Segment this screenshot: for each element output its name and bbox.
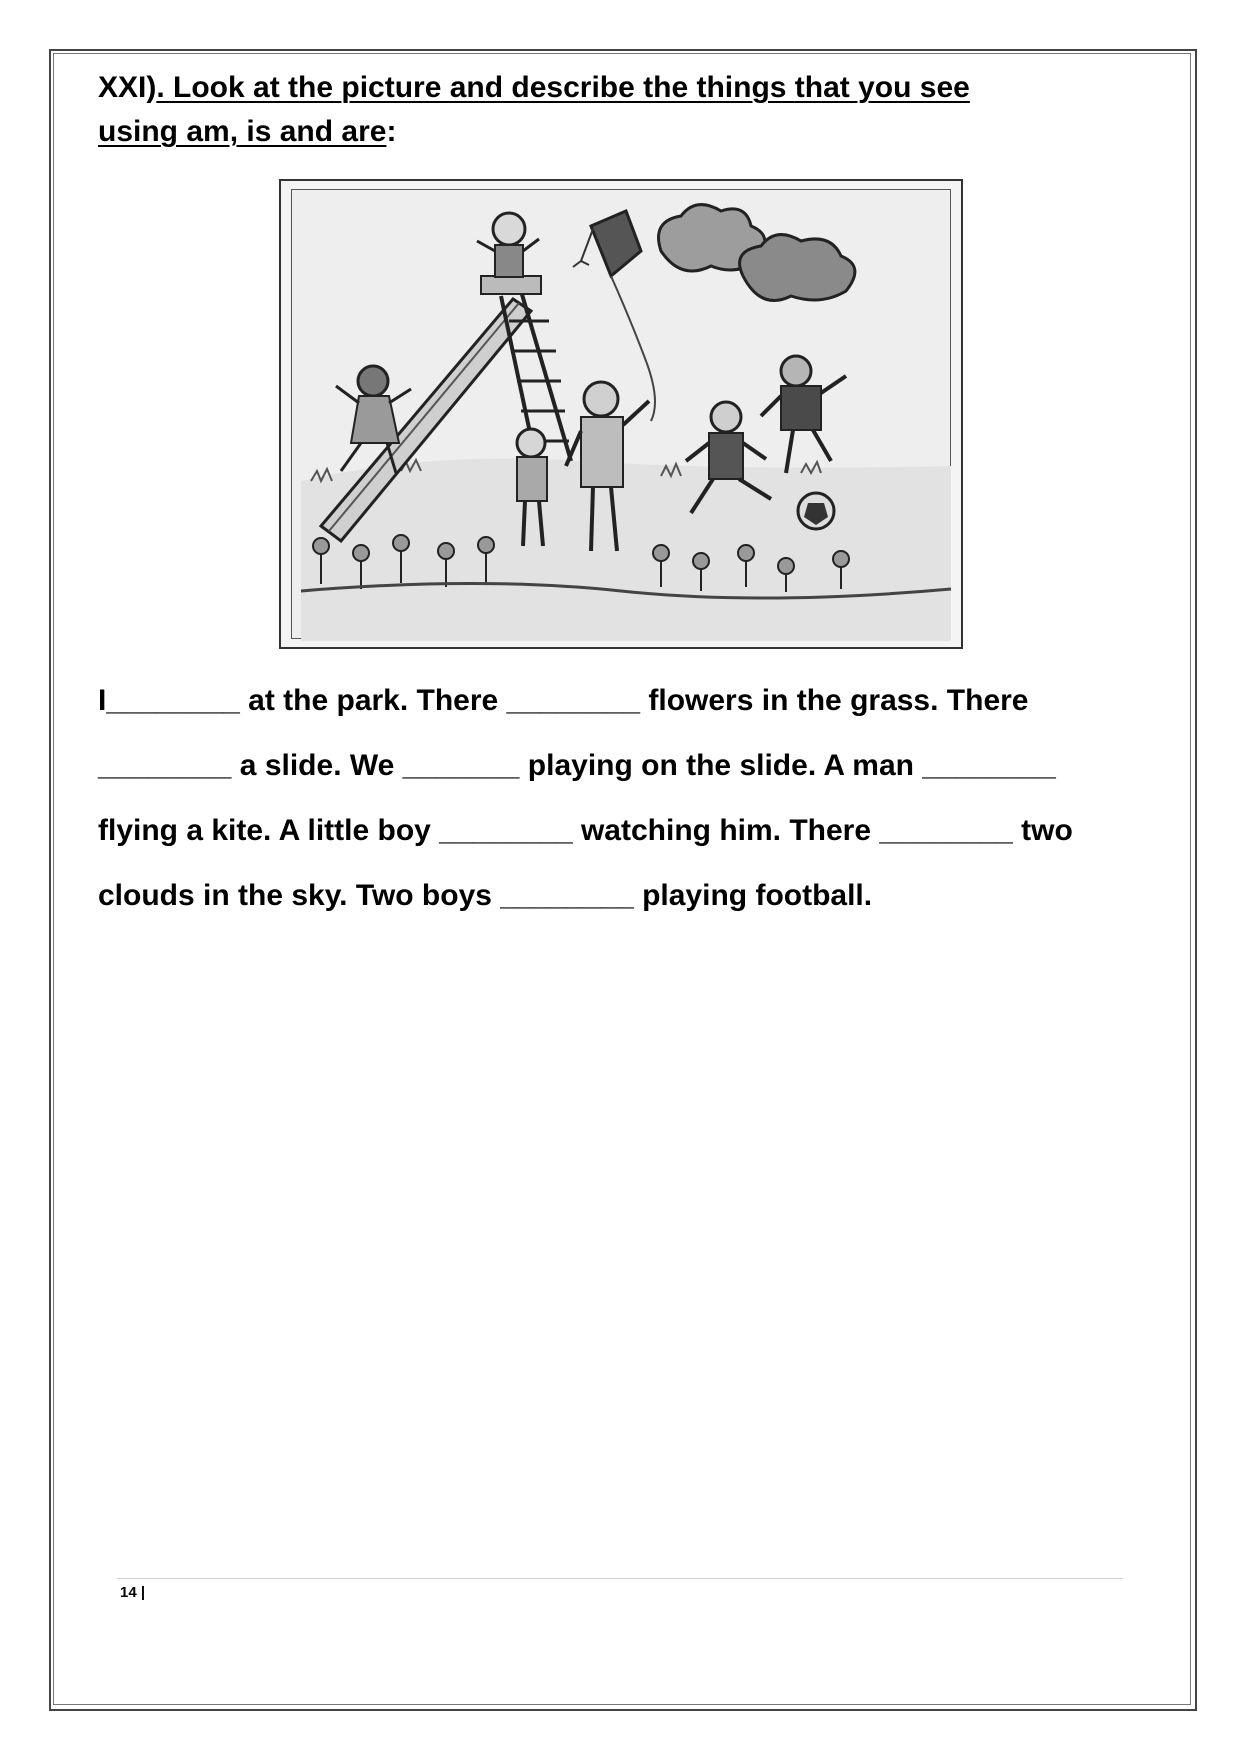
football-icon — [798, 493, 834, 529]
instruction-part-1: . Look at the picture and describe the things — [156, 71, 795, 104]
instruction-part-3: using am, is and are — [98, 115, 387, 148]
page-number: 14 | — [120, 1584, 146, 1601]
football-boy-icon — [761, 356, 846, 473]
exercise-line: ________ a slide. We _______ playing on the slide. A man ________ — [98, 749, 1056, 782]
instruction-part-2: that you see — [794, 71, 970, 104]
exercise-line: flying a kite. A little boy ________ watching him. There ________ two — [98, 814, 1073, 847]
instruction-colon: : — [386, 115, 397, 148]
footer-divider — [117, 1578, 1123, 1579]
exercise-line: clouds in the sky. Two boys ________ playing football. — [98, 879, 873, 912]
fill-in-the-blanks-paragraph — [98, 668, 1128, 928]
exercise-line: I________ at the park. There ________ flowers in the grass. There — [98, 684, 1029, 717]
exercise-heading — [98, 66, 1098, 154]
exercise-number: XXI) — [98, 71, 157, 104]
park-picture — [279, 179, 963, 649]
child-on-slide-icon — [477, 213, 539, 277]
park-scene-illustration — [281, 181, 963, 649]
